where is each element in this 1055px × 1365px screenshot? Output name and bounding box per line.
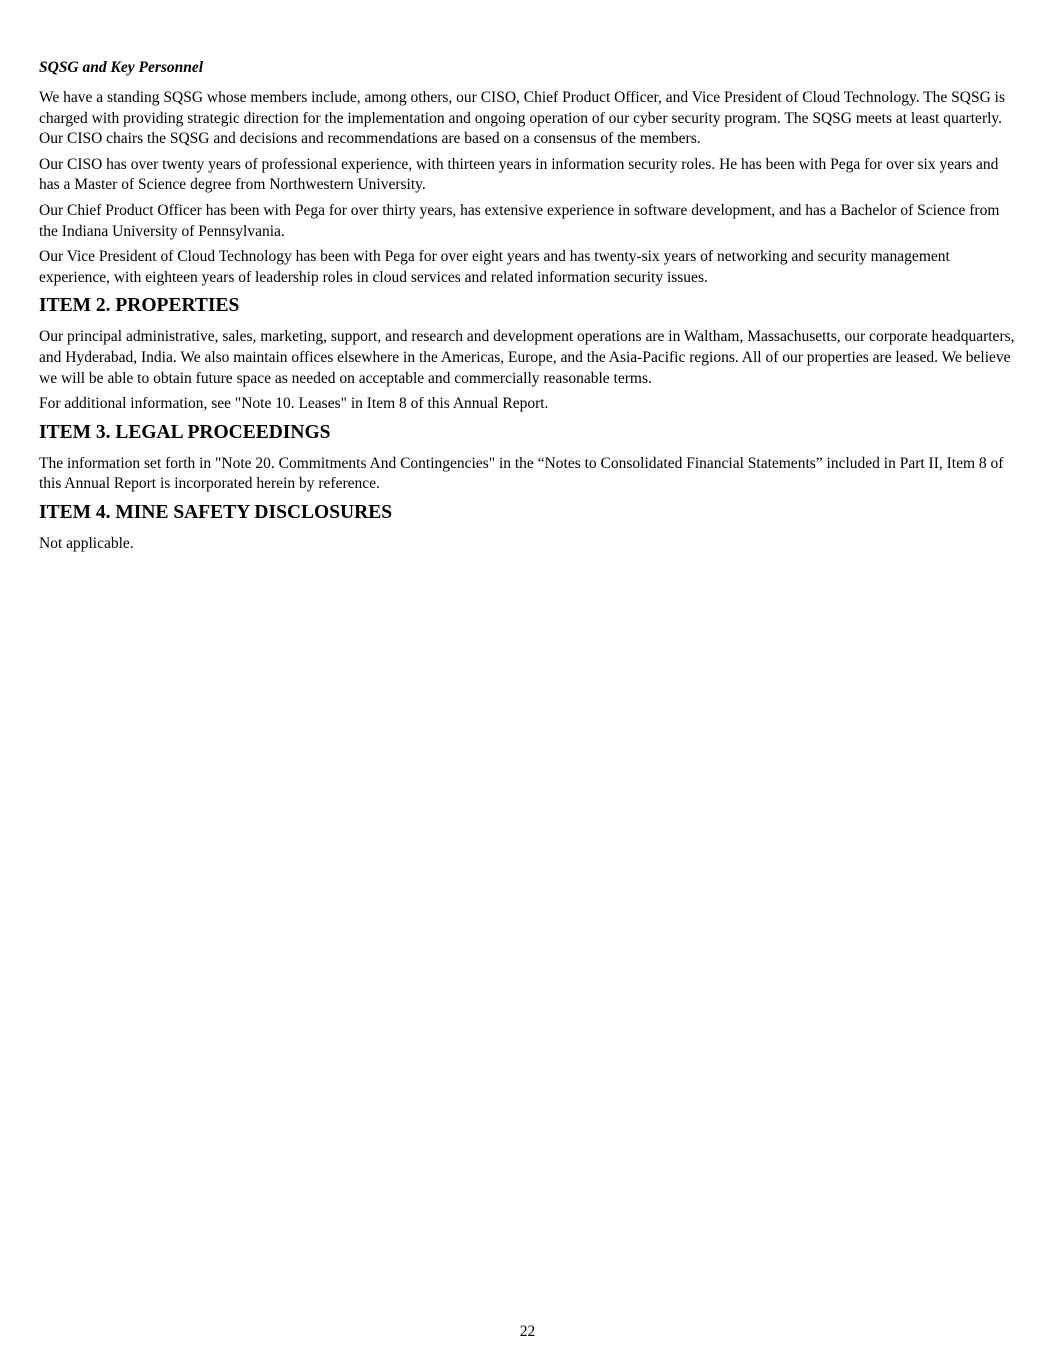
cpo-paragraph: Our Chief Product Officer has been with Pega for over thirty years, has extensive experience in software development, and has a Bachelor of Science from the Indiana University of Pennsylvania. bbox=[39, 201, 1000, 240]
legal-proceedings-paragraph: The information set forth in "Note 20. Commitments And Contingencies" in the “Notes to Consolidated Financial Statements” included in Part II, Item 8 of this Annual Report is incorporated herein by reference. bbox=[39, 454, 1004, 493]
page-number: 22 bbox=[519, 1323, 536, 1340]
vp-cloud-paragraph: Our Vice President of Cloud Technology has been with Pega for over eight years and has twenty-six years of networking and security management experience, with eighteen years of leadership roles in cloud services and related information security issues. bbox=[39, 248, 950, 286]
sqsg-members-paragraph: We have a standing SQSG whose members include, among others, our CISO, Chief Product Officer, and Vice President of Cloud Technology. The SQSG is charged with providing strategic direction for the implementation and ongoing operation of our cyber security program. The SQSG meets at least quarterly. Our CISO chairs the SQSG and decisions and recommendations are based on a consensus of the members. bbox=[39, 89, 1006, 148]
section-subheading: SQSG and Key Personnel bbox=[39, 59, 204, 76]
mine-safety-paragraph: Not applicable. bbox=[39, 534, 134, 552]
properties-paragraph: Our principal administrative, sales, marketing, support, and research and development operations are in Waltham, Massachusetts, our corporate headquarters, and Hyderabad, India. We also maintain offices elsewhere in the Americas, Europe, and the Asia-Pacific regions. All of our properties are leased. We believe we will be able to obtain future space as needed on acceptable and commercially reasonable terms. bbox=[39, 328, 1015, 387]
leases-note-paragraph: For additional information, see "Note 10. Leases" in Item 8 of this Annual Report. bbox=[39, 395, 549, 413]
item4-heading: ITEM 4. MINE SAFETY DISCLOSURES bbox=[39, 501, 393, 523]
item3-heading: ITEM 3. LEGAL PROCEEDINGS bbox=[39, 421, 331, 443]
ciso-paragraph: Our CISO has over twenty years of professional experience, with thirteen years in information security roles. He has been with Pega for over six years and has a Master of Science degree from Northwestern University. bbox=[39, 155, 999, 194]
item2-heading: ITEM 2. PROPERTIES bbox=[39, 295, 240, 317]
document-page bbox=[39, 57, 1019, 560]
